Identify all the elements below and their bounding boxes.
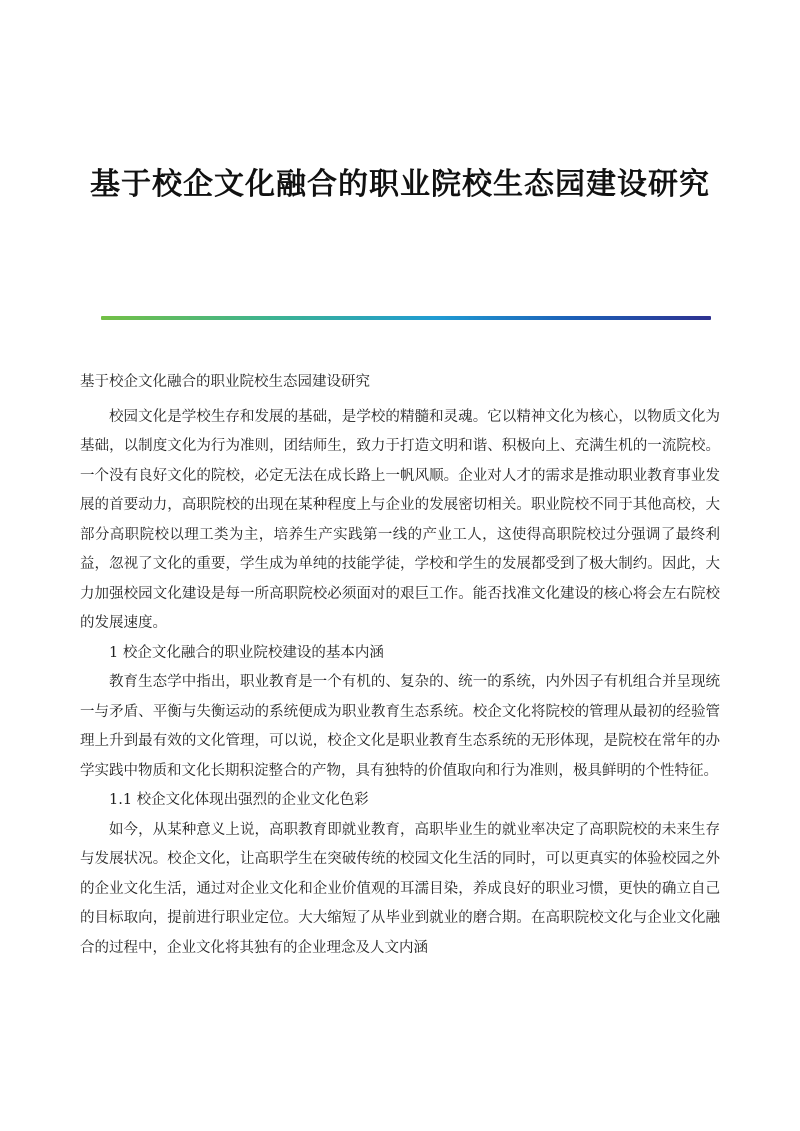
section-heading-1: 1 校企文化融合的职业院校建设的基本内涵 xyxy=(109,644,384,661)
paragraph-section-1-1: 如今，从某种意义上说，高职教育即就业教育，高职毕业生的就业率决定了高职院校的未来生存与发展状况。校企文化，让高职学生在突破传统的校园文化生活的同时，可以更真实的体验校园之外的企业文化生活，通过对企业文化和企业价值观的耳濡目染，养成良好的职业习惯，更快的确立自己的目标取向，提前进行职业定位。大大缩短了从毕业到就业的磨合期。在高职院校文化与企业文化融合的过程中，企业文化将其独有的企业理念及人文内涵 xyxy=(80,821,720,956)
document-title: 基于校企文化融合的职业院校生态园建设研究 xyxy=(90,167,710,202)
title-divider xyxy=(101,316,711,320)
section-heading-1-1: 1.1 校企文化体现出强烈的企业文化色彩 xyxy=(109,792,369,808)
document-body xyxy=(80,368,720,963)
paragraph-section-1: 教育生态学中指出，职业教育是一个有机的、复杂的、统一的系统，内外因子有机组合并呈现统一与矛盾、平衡与失衡运动的系统便成为职业教育生态系统。校企文化将院校的管理从最初的经验管理上升到最有效的文化管理，可以说，校企文化是职业教育生态系统的无形体现，是院校在常年的办学实践中物质和文化长期积淀整合的产物，具有独特的价值取向和行为准则，极具鲜明的个性特征。 xyxy=(80,674,720,779)
subtitle-line: 基于校企文化融合的职业院校生态园建设研究 xyxy=(80,374,370,390)
paragraph-intro: 校园文化是学校生存和发展的基础，是学校的精髓和灵魂。它以精神文化为核心，以物质文化为基础，以制度文化为行为准则，团结师生，致力于打造文明和谐、积极向上、充满生机的一流院校。一个没有良好文化的院校，必定无法在成长路上一帆风顺。企业对人才的需求是推动职业教育事业发展的首要动力，高职院校的出现在某种程度上与企业的发展密切相关。职业院校不同于其他高校，大部分高职院校以理工类为主，培养生产实践第一线的产业工人，这使得高职院校过分强调了最终利益，忽视了文化的重要，学生成为单纯的技能学徒，学校和学生的发展都受到了极大制约。因此，大力加强校园文化建设是每一所高职院校必须面对的艰巨工作。能否找准文化建设的核心将会左右院校的发展速度。 xyxy=(80,408,720,631)
